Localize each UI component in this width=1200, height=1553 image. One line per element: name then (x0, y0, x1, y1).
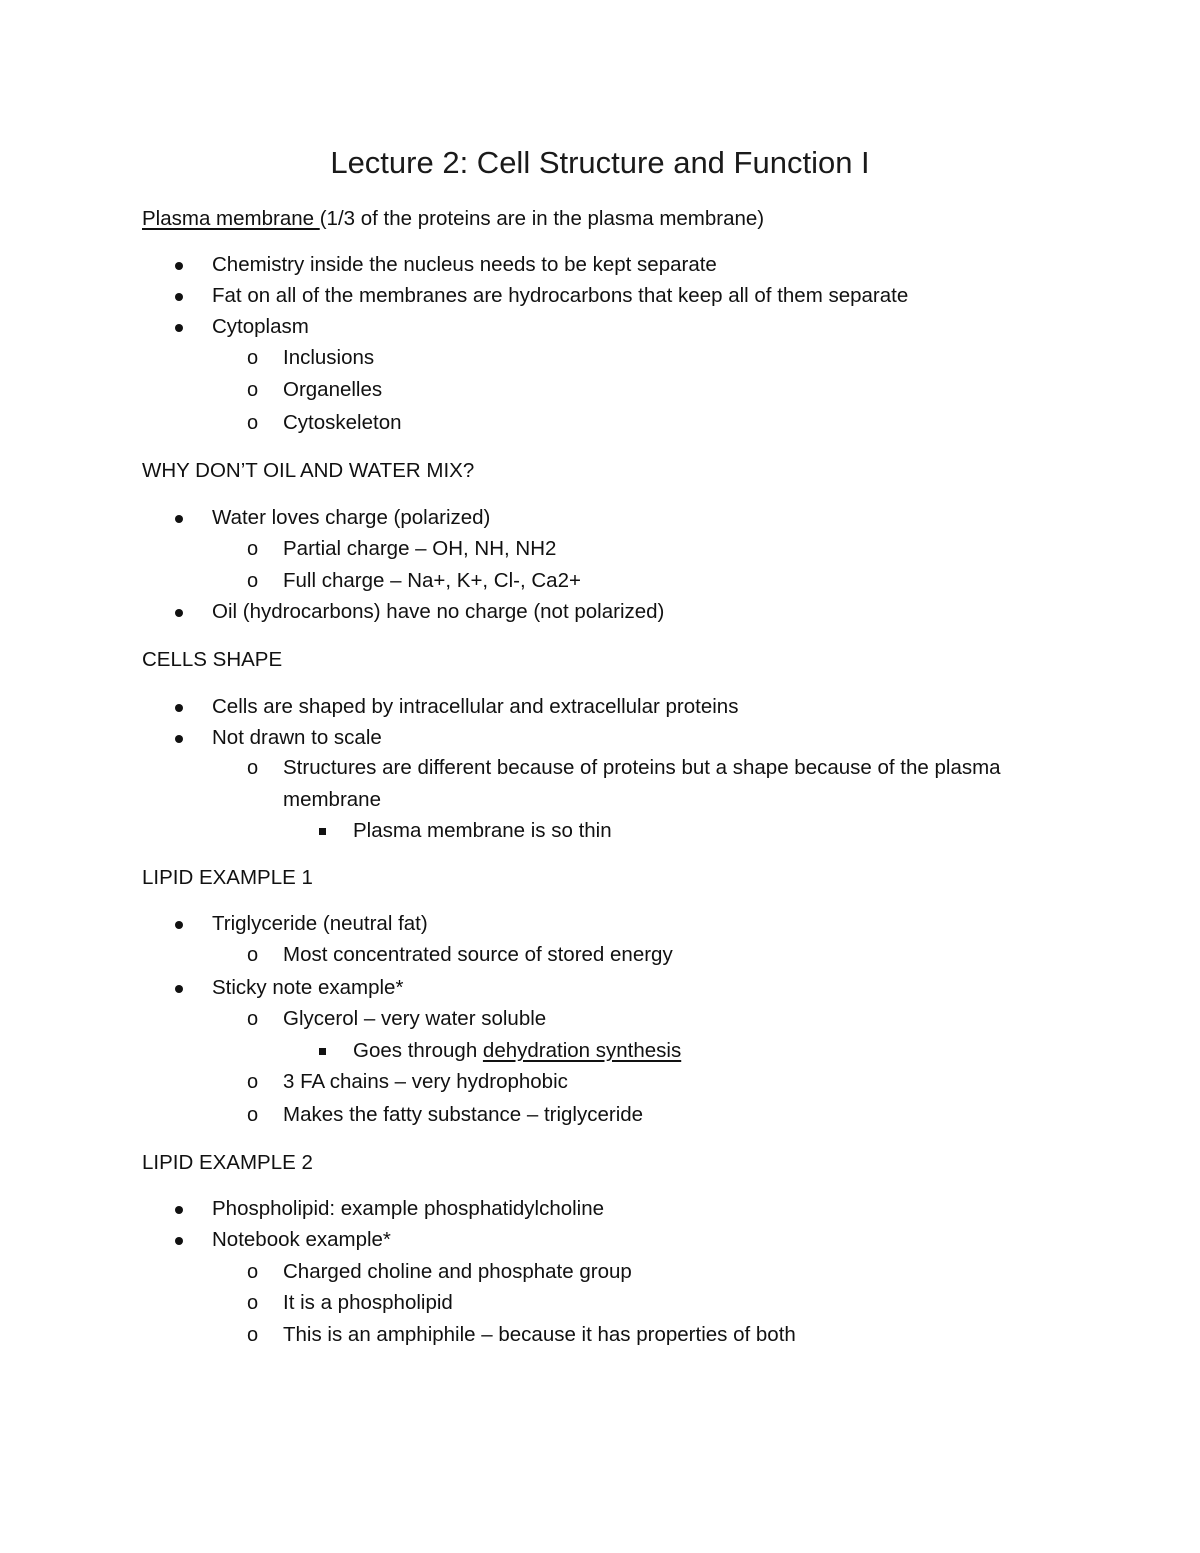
bullet-dot-icon (172, 599, 186, 625)
list-subitem-continuation: membrane (283, 788, 381, 811)
bullet-circle-icon: o (247, 1292, 259, 1314)
list-subitem: Cytoskeleton (283, 411, 402, 434)
bullet-dot-icon (172, 1227, 186, 1253)
heading-rest-text: (1/3 of the proteins are in the plasma membrane) (319, 207, 765, 230)
bullet-dot-icon (172, 1196, 186, 1222)
text-prefix: Goes through (353, 1039, 483, 1062)
list-subitem: Most concentrated source of stored energy (283, 943, 673, 966)
section-heading-oil-water: WHY DON’T OIL AND WATER MIX? (142, 459, 475, 482)
list-subsubitem: Plasma membrane is so thin (353, 819, 612, 842)
list-item: Cytoplasm (212, 315, 309, 338)
bullet-circle-icon: o (247, 538, 259, 560)
bullet-circle-icon: o (247, 1261, 259, 1283)
list-subitem: 3 FA chains – very hydrophobic (283, 1070, 568, 1093)
bullet-circle-icon: o (247, 347, 259, 369)
bullet-dot-icon (172, 252, 186, 278)
list-item: Not drawn to scale (212, 726, 382, 749)
bullet-dot-icon (172, 283, 186, 309)
list-subitem: Organelles (283, 378, 383, 401)
bullet-square-icon (318, 818, 330, 844)
bullet-dot-icon (172, 314, 186, 340)
list-subitem: Structures are different because of proteins but a shape because of the plasma (283, 756, 1001, 779)
underlined-term: dehydration synthesis (482, 1039, 682, 1062)
heading-underlined-text: Plasma membrane (142, 207, 320, 230)
bullet-dot-icon (172, 725, 186, 751)
list-item: Fat on all of the membranes are hydrocarbons that keep all of them separate (212, 284, 909, 307)
list-subsubitem (353, 1038, 681, 1064)
section-heading-cells-shape: CELLS SHAPE (142, 648, 283, 671)
section-heading-lipid-1: LIPID EXAMPLE 1 (142, 866, 313, 889)
bullet-circle-icon: o (247, 1324, 259, 1346)
list-item: Phospholipid: example phosphatidylcholine (212, 1197, 605, 1220)
bullet-dot-icon (172, 694, 186, 720)
bullet-circle-icon: o (247, 1071, 259, 1093)
bullet-circle-icon: o (247, 944, 259, 966)
list-subitem: Makes the fatty substance – triglyceride (283, 1103, 644, 1126)
bullet-dot-icon (172, 975, 186, 1001)
bullet-circle-icon: o (247, 412, 259, 434)
list-subitem: It is a phospholipid (283, 1291, 453, 1314)
bullet-square-icon (318, 1038, 330, 1064)
bullet-dot-icon (172, 911, 186, 937)
list-item: Cells are shaped by intracellular and extracellular proteins (212, 695, 739, 718)
section-heading-lipid-2: LIPID EXAMPLE 2 (142, 1151, 313, 1174)
list-subitem: Glycerol – very water soluble (283, 1007, 547, 1030)
page-title: Lecture 2: Cell Structure and Function I (330, 145, 870, 180)
bullet-circle-icon: o (247, 379, 259, 401)
bullet-circle-icon: o (247, 570, 259, 592)
bullet-dot-icon (172, 505, 186, 531)
list-subitem: Inclusions (283, 346, 375, 369)
list-item: Sticky note example* (212, 976, 404, 999)
list-item: Water loves charge (polarized) (212, 506, 491, 529)
list-subitem: This is an amphiphile – because it has properties of both (283, 1323, 796, 1346)
list-subitem: Partial charge – OH, NH, NH2 (283, 537, 557, 560)
bullet-circle-icon: o (247, 1008, 259, 1030)
list-item: Triglyceride (neutral fat) (212, 912, 428, 935)
section-heading-plasma-membrane (142, 206, 764, 232)
bullet-circle-icon: o (247, 757, 259, 779)
list-item: Notebook example* (212, 1228, 391, 1251)
list-subitem: Full charge – Na+, K+, Cl-, Ca2+ (283, 569, 581, 592)
list-subitem: Charged choline and phosphate group (283, 1260, 632, 1283)
list-item: Oil (hydrocarbons) have no charge (not polarized) (212, 600, 665, 623)
bullet-circle-icon: o (247, 1104, 259, 1126)
list-item: Chemistry inside the nucleus needs to be kept separate (212, 253, 717, 276)
